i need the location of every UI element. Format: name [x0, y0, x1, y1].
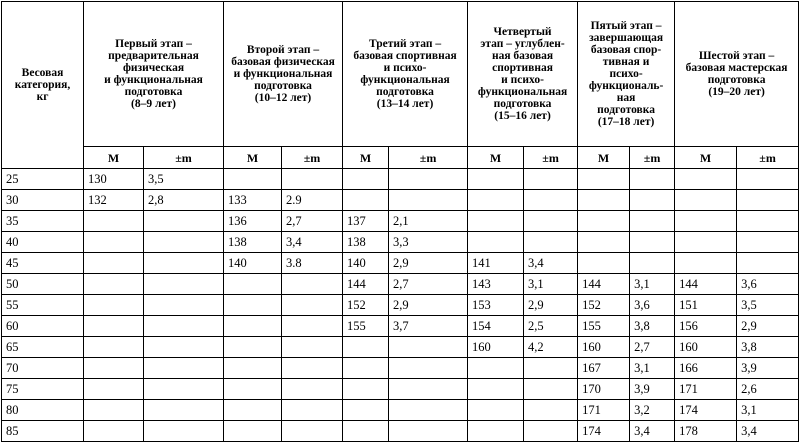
mean-cell: 167 — [578, 358, 630, 379]
error-cell: 2,9 — [524, 295, 578, 316]
mean-cell — [343, 169, 389, 190]
error-header: ±m — [144, 147, 224, 169]
stage-header-line: базовая спор- — [590, 44, 662, 56]
stage-header-line: (19–20 лет) — [708, 86, 765, 98]
mean-cell — [675, 169, 737, 190]
mean-cell: 155 — [343, 316, 389, 337]
error-cell: 3,3 — [389, 232, 468, 253]
error-cell — [282, 316, 343, 337]
mean-cell — [468, 211, 524, 232]
error-cell — [630, 232, 675, 253]
table-row — [2, 253, 799, 274]
error-cell — [630, 253, 675, 274]
error-cell — [144, 232, 224, 253]
stage-header-line: подготовка — [124, 86, 183, 98]
mean-cell: 143 — [468, 274, 524, 295]
error-header: ±m — [389, 147, 468, 169]
error-cell: 3,5 — [144, 169, 224, 190]
stage-header-line: (17–18 лет) — [597, 116, 655, 128]
error-cell — [737, 190, 799, 211]
mean-cell — [84, 274, 144, 295]
stage-header-line: подготовка — [376, 86, 434, 98]
table-row — [2, 379, 799, 400]
table-row — [2, 337, 799, 358]
mean-cell — [224, 358, 282, 379]
mean-cell — [343, 190, 389, 211]
error-cell — [144, 295, 224, 316]
table-row — [2, 211, 799, 232]
error-cell: 3,9 — [737, 358, 799, 379]
mean-cell — [578, 253, 630, 274]
mean-cell — [343, 400, 389, 421]
error-cell — [524, 400, 578, 421]
mean-cell — [84, 337, 144, 358]
error-cell — [630, 190, 675, 211]
mean-cell — [468, 421, 524, 442]
mean-cell — [343, 358, 389, 379]
error-cell: 3,1 — [524, 274, 578, 295]
error-cell: 4,2 — [524, 337, 578, 358]
mean-header: М — [675, 147, 737, 169]
table-row — [2, 316, 799, 337]
error-header: ±m — [524, 147, 578, 169]
mean-header: М — [468, 147, 524, 169]
weight-stage-table — [1, 1, 799, 442]
stage-header-4 — [468, 2, 578, 147]
mean-cell — [468, 358, 524, 379]
error-header: ±m — [630, 147, 675, 169]
mean-cell: 140 — [224, 253, 282, 274]
table-row — [2, 274, 799, 295]
table-body — [2, 169, 799, 442]
error-cell: 3,6 — [737, 274, 799, 295]
stage-header-line: функциональ- — [588, 80, 664, 92]
mean-cell — [343, 421, 389, 442]
mean-cell — [578, 211, 630, 232]
error-header: ±m — [737, 147, 799, 169]
mean-cell — [343, 379, 389, 400]
error-cell: 3,1 — [630, 358, 675, 379]
error-cell — [389, 337, 468, 358]
weight-header-line: Весовая — [21, 67, 64, 79]
mean-cell — [224, 421, 282, 442]
mean-cell — [224, 379, 282, 400]
error-header: ±m — [282, 147, 343, 169]
sub-header-row — [2, 147, 799, 169]
stage-header-3 — [343, 2, 468, 147]
stage-header-line: базовая физическая — [231, 56, 335, 68]
error-cell: 3,8 — [630, 316, 675, 337]
stage-header-5 — [578, 2, 675, 147]
error-cell — [737, 232, 799, 253]
error-cell: 2,7 — [630, 337, 675, 358]
stage-header-line: подготовка — [493, 98, 552, 110]
stage-header-line: подготовка — [597, 104, 655, 116]
error-cell: 2,7 — [389, 274, 468, 295]
error-cell — [144, 211, 224, 232]
mean-cell: 152 — [578, 295, 630, 316]
error-cell: 3,1 — [630, 274, 675, 295]
mean-cell — [84, 232, 144, 253]
table-row — [2, 169, 799, 190]
table-row — [2, 295, 799, 316]
weight-category-header — [2, 2, 84, 169]
mean-cell: 138 — [343, 232, 389, 253]
mean-cell — [468, 169, 524, 190]
mean-header: М — [224, 147, 282, 169]
error-cell — [737, 211, 799, 232]
mean-cell: 174 — [578, 421, 630, 442]
stage-header-2 — [224, 2, 343, 147]
weight-cell: 35 — [2, 211, 84, 232]
stage-header-row — [2, 2, 799, 147]
error-cell — [524, 169, 578, 190]
error-cell — [144, 253, 224, 274]
mean-cell: 160 — [578, 337, 630, 358]
error-cell — [282, 400, 343, 421]
error-cell: 2,9 — [389, 253, 468, 274]
mean-cell: 137 — [343, 211, 389, 232]
error-cell: 2,6 — [737, 379, 799, 400]
weight-cell: 40 — [2, 232, 84, 253]
mean-cell — [224, 316, 282, 337]
stage-header-line: Пятый этап – — [590, 20, 662, 32]
mean-cell: 144 — [343, 274, 389, 295]
mean-cell — [84, 421, 144, 442]
error-cell: 3,7 — [389, 316, 468, 337]
error-cell: 3,9 — [630, 379, 675, 400]
mean-cell: 178 — [675, 421, 737, 442]
stage-header-line: Четвертый — [493, 26, 552, 38]
stage-header-line: базовая спортивная — [353, 50, 457, 62]
error-cell — [630, 169, 675, 190]
error-cell: 3,4 — [630, 421, 675, 442]
mean-cell — [578, 190, 630, 211]
stage-header-line: и функциональная — [104, 74, 203, 86]
error-cell: 3,6 — [630, 295, 675, 316]
stage-header-line: Третий этап – — [368, 38, 442, 50]
mean-cell: 138 — [224, 232, 282, 253]
mean-cell — [675, 232, 737, 253]
mean-cell — [224, 400, 282, 421]
error-cell — [389, 400, 468, 421]
mean-cell: 141 — [468, 253, 524, 274]
mean-cell: 132 — [84, 190, 144, 211]
stage-header-line: Шестой этап – — [698, 50, 775, 62]
error-cell — [144, 421, 224, 442]
error-cell: 3,1 — [737, 400, 799, 421]
weight-cell: 30 — [2, 190, 84, 211]
error-cell — [282, 379, 343, 400]
mean-cell: 174 — [675, 400, 737, 421]
error-cell — [282, 295, 343, 316]
error-cell — [524, 421, 578, 442]
weight-header-line: кг — [36, 91, 49, 103]
mean-cell: 153 — [468, 295, 524, 316]
stage-header-line: завершающая — [589, 32, 664, 44]
stage-header-line: этап – углублен- — [480, 38, 565, 50]
mean-cell — [84, 379, 144, 400]
stage-header-line: ная — [616, 92, 636, 104]
mean-cell: 136 — [224, 211, 282, 232]
stage-header-line: предварительная — [108, 50, 199, 62]
error-cell — [144, 337, 224, 358]
mean-cell — [224, 169, 282, 190]
stage-header-line: психо- — [609, 68, 643, 80]
weight-cell: 45 — [2, 253, 84, 274]
mean-cell: 155 — [578, 316, 630, 337]
error-cell — [144, 274, 224, 295]
mean-cell — [468, 400, 524, 421]
error-cell — [282, 274, 343, 295]
error-cell: 2,8 — [144, 190, 224, 211]
weight-cell: 80 — [2, 400, 84, 421]
error-cell: 3,4 — [524, 253, 578, 274]
error-cell — [737, 169, 799, 190]
stage-header-line: функциональная — [360, 74, 450, 86]
error-cell — [389, 421, 468, 442]
mean-cell — [468, 190, 524, 211]
mean-cell: 144 — [578, 274, 630, 295]
stage-header-line: тивная и — [602, 56, 650, 68]
mean-cell — [578, 232, 630, 253]
error-cell: 2,1 — [389, 211, 468, 232]
table-row — [2, 421, 799, 442]
stage-header-1 — [84, 2, 224, 147]
stage-header-line: и функциональная — [233, 68, 333, 80]
stage-header-line: базовая мастерская — [685, 62, 788, 74]
mean-cell: 171 — [675, 379, 737, 400]
mean-cell — [84, 211, 144, 232]
mean-cell — [224, 274, 282, 295]
error-cell — [524, 379, 578, 400]
mean-cell: 130 — [84, 169, 144, 190]
error-cell: 3.8 — [282, 253, 343, 274]
stage-header-line: функциональная — [477, 86, 568, 98]
error-cell — [389, 169, 468, 190]
mean-cell — [84, 295, 144, 316]
error-cell — [282, 337, 343, 358]
stage-header-line: физическая — [122, 62, 185, 74]
error-cell — [389, 190, 468, 211]
stage-header-line: Первый этап – — [115, 38, 192, 50]
mean-cell: 133 — [224, 190, 282, 211]
table-row — [2, 232, 799, 253]
table-row — [2, 400, 799, 421]
error-cell — [144, 316, 224, 337]
mean-cell — [675, 253, 737, 274]
error-cell: 3,4 — [282, 232, 343, 253]
mean-cell — [343, 337, 389, 358]
error-cell — [144, 358, 224, 379]
weight-header-line: категория, — [14, 79, 71, 91]
mean-header: М — [343, 147, 389, 169]
weight-cell: 25 — [2, 169, 84, 190]
stage-header-line: спортивная — [492, 62, 553, 74]
mean-cell: 152 — [343, 295, 389, 316]
mean-header: М — [578, 147, 630, 169]
table-row — [2, 190, 799, 211]
mean-cell — [84, 316, 144, 337]
error-cell: 2,9 — [389, 295, 468, 316]
mean-cell — [675, 211, 737, 232]
error-cell — [524, 190, 578, 211]
mean-cell — [84, 358, 144, 379]
error-cell — [389, 379, 468, 400]
error-cell — [524, 232, 578, 253]
mean-cell: 140 — [343, 253, 389, 274]
stage-header-line: (8–9 лет) — [131, 98, 176, 110]
mean-cell — [578, 169, 630, 190]
mean-cell: 160 — [675, 337, 737, 358]
error-cell — [737, 253, 799, 274]
mean-cell: 171 — [578, 400, 630, 421]
mean-header: М — [84, 147, 144, 169]
weight-cell: 55 — [2, 295, 84, 316]
weight-cell: 75 — [2, 379, 84, 400]
mean-cell: 160 — [468, 337, 524, 358]
weight-cell: 85 — [2, 421, 84, 442]
table-row — [2, 358, 799, 379]
error-cell: 2,5 — [524, 316, 578, 337]
error-cell: 3,4 — [737, 421, 799, 442]
stage-header-line: Второй этап – — [246, 44, 320, 56]
stage-header-line: и психо- — [383, 62, 427, 74]
error-cell — [144, 400, 224, 421]
error-cell: 3,2 — [630, 400, 675, 421]
error-cell: 2,9 — [737, 316, 799, 337]
error-cell: 2,7 — [282, 211, 343, 232]
stage-header-line: (13–14 лет) — [376, 98, 434, 110]
mean-cell: 156 — [675, 316, 737, 337]
error-cell — [524, 211, 578, 232]
error-cell — [144, 379, 224, 400]
error-cell — [389, 358, 468, 379]
mean-cell: 170 — [578, 379, 630, 400]
error-cell — [630, 211, 675, 232]
mean-cell — [224, 337, 282, 358]
error-cell: 2.9 — [282, 190, 343, 211]
stage-header-line: ная базовая — [491, 50, 554, 62]
error-cell: 3,8 — [737, 337, 799, 358]
mean-cell — [675, 190, 737, 211]
mean-cell — [468, 232, 524, 253]
error-cell — [524, 358, 578, 379]
stage-header-line: (15–16 лет) — [494, 110, 551, 122]
stage-header-line: подготовка — [707, 74, 766, 86]
mean-cell: 151 — [675, 295, 737, 316]
mean-cell: 144 — [675, 274, 737, 295]
error-cell — [282, 358, 343, 379]
mean-cell — [468, 379, 524, 400]
mean-cell — [84, 253, 144, 274]
mean-cell: 166 — [675, 358, 737, 379]
weight-cell: 65 — [2, 337, 84, 358]
stage-header-line: (10–12 лет) — [254, 92, 312, 104]
stage-header-line: подготовка — [254, 80, 312, 92]
mean-cell: 154 — [468, 316, 524, 337]
stage-header-line: и психо- — [501, 74, 544, 86]
weight-cell: 50 — [2, 274, 84, 295]
mean-cell — [84, 400, 144, 421]
error-cell — [282, 421, 343, 442]
stage-header-6 — [675, 2, 799, 147]
weight-cell: 70 — [2, 358, 84, 379]
mean-cell — [224, 295, 282, 316]
error-cell: 3,5 — [737, 295, 799, 316]
error-cell — [282, 169, 343, 190]
weight-cell: 60 — [2, 316, 84, 337]
